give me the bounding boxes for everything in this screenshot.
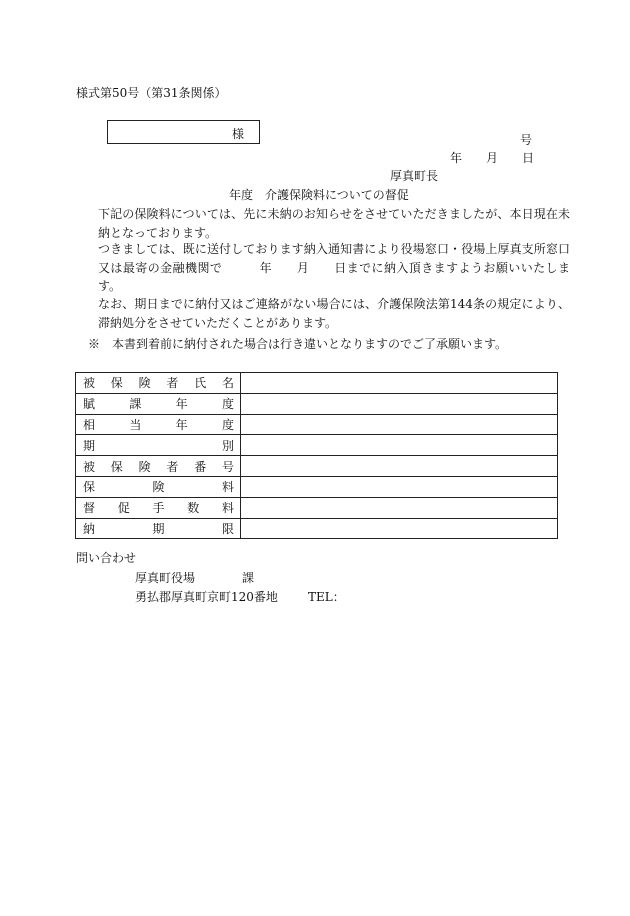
contact-tel: TEL： [308,590,345,604]
table-row [76,393,558,414]
label-char: 期 [152,521,165,536]
label-char: 年 [175,397,188,412]
row-value [241,456,558,477]
label-char: 料 [221,480,234,495]
label-char: 納 [83,521,96,536]
paragraph-note: ※ 本書到着前に納付された場合は行き違いとなりますのでご了承願います。 [88,337,508,351]
table-row [76,518,558,539]
date-month: 月 [486,151,499,165]
contact-office: 厚真町役場 [135,571,196,585]
label-char: 課 [129,397,142,412]
row-value [241,373,558,394]
label-char: 名 [221,376,234,391]
label-char: 番 [194,459,207,474]
row-value [241,435,558,456]
table-row [76,497,558,518]
label-char: 期 [83,438,96,453]
label-char: 当 [129,417,142,432]
info-table [75,372,558,539]
row-label [76,476,241,497]
label-char: 年 [175,417,188,432]
label-char: 度 [221,397,234,412]
row-label [76,414,241,435]
label-char: 険 [138,376,151,391]
table-row [76,435,558,456]
document-title: 年度 介護保険料についての督促 [229,188,409,202]
row-label [76,393,241,414]
table-row [76,414,558,435]
label-char: 促 [117,501,130,516]
label-char: 被 [83,459,96,474]
label-char: 賦 [83,397,96,412]
label-char: 氏 [194,376,207,391]
date-day: 日 [522,151,535,165]
label-char: 被 [83,376,96,391]
label-char: 料 [221,501,234,516]
row-label [76,456,241,477]
form-number: 様式第50号（第31条関係） [76,86,227,100]
label-char: 険 [152,480,165,495]
issue-date [450,149,534,166]
row-value [241,497,558,518]
label-char: 数 [187,501,200,516]
label-char: 限 [221,521,234,536]
paragraph-warning: なお、期日までに納付又はご連絡がない場合には、介護保険法第144条の規定により、滞納処分をさせていただくことがあります。 [98,297,570,330]
label-char: 度 [221,417,234,432]
row-label [76,497,241,518]
issuer: 厚真町長 [390,169,439,183]
label-char: 督 [83,501,96,516]
label-char: 険 [138,459,151,474]
table-row [76,456,558,477]
label-char: 号 [221,459,234,474]
addressee-box [107,120,260,144]
label-char: 保 [83,480,96,495]
table-row [76,476,558,497]
contact-address: 勇払郡厚真町京町120番地 [135,590,278,604]
label-char: 保 [110,459,123,474]
table-row [76,373,558,394]
label-char: 相 [83,417,96,432]
label-char: 手 [152,501,165,516]
label-char: 者 [166,459,179,474]
row-value [241,393,558,414]
paragraph-notice: 下記の保険料については、先に未納のお知らせをさせていただきましたが、本日現在未納となっております。 [98,207,570,240]
label-char: 別 [221,438,234,453]
addressee-suffix: 様 [232,127,245,141]
contact-section: 課 [242,571,255,585]
row-label [76,373,241,394]
row-value [241,476,558,497]
label-char: 保 [110,376,123,391]
document-number-suffix: 号 [520,133,533,147]
contact-heading: 問い合わせ [76,551,137,565]
row-label [76,518,241,539]
row-label [76,435,241,456]
label-char: 者 [166,376,179,391]
paragraph-payment: つきましては、既に送付しております納入通知書により役場窓口・役場上厚真支所窓口又は最寄の金融機関で 年 月 日までに納入頂きますようお願いいたします。 [98,242,570,293]
date-year: 年 [450,151,463,165]
row-value [241,518,558,539]
row-value [241,414,558,435]
